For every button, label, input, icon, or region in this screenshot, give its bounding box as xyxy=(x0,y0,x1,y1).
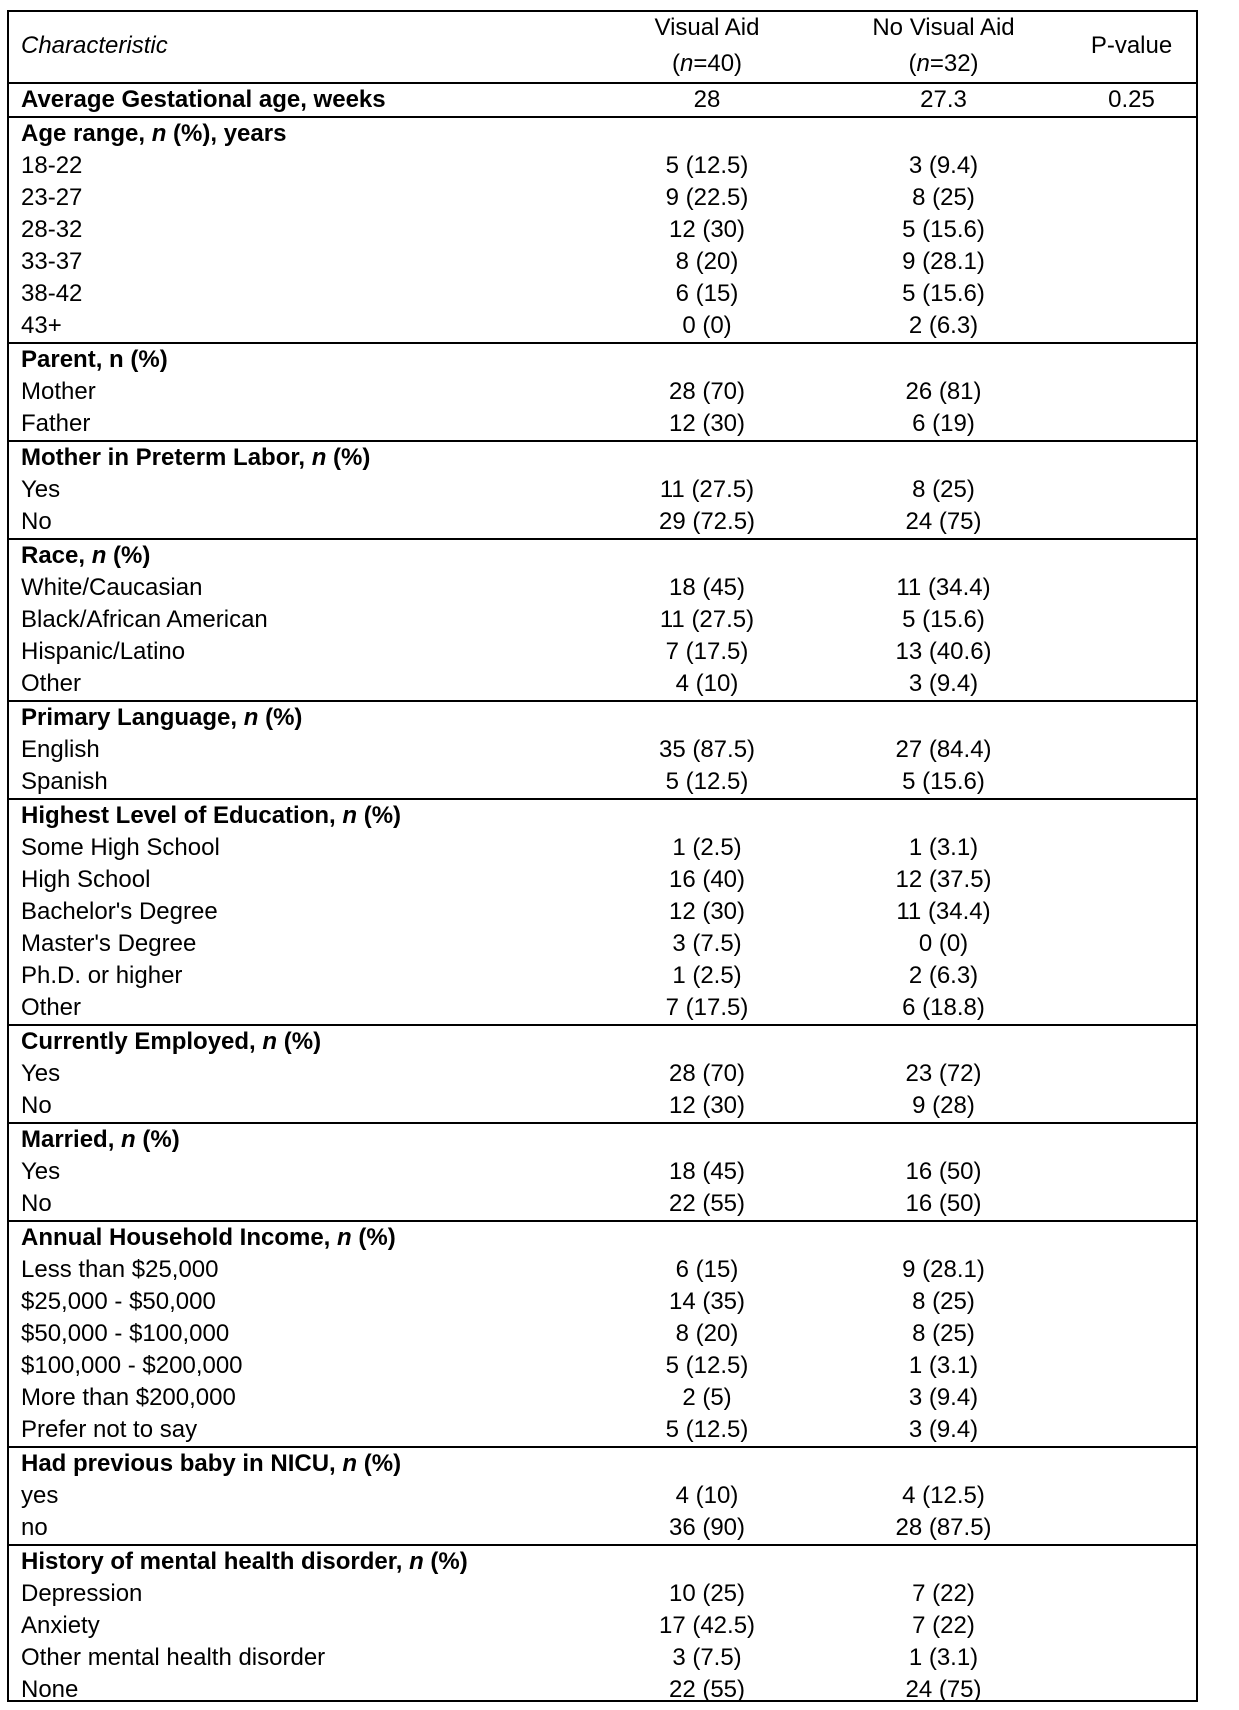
row-label: 43+ xyxy=(21,312,62,339)
section-header-row xyxy=(7,1025,1198,1058)
no-visual-aid-value: 5 (15.6) xyxy=(902,606,985,633)
section-title-text: Mother in Preterm Labor, xyxy=(21,444,312,471)
visual-aid-value: 5 (12.5) xyxy=(665,768,749,795)
section-title-text: Primary Language, xyxy=(21,704,244,731)
section-title-n: n xyxy=(342,802,358,829)
row-label: Depression xyxy=(21,1580,143,1607)
p-value-cell xyxy=(1065,150,1198,182)
row-label: No xyxy=(21,1092,52,1119)
p-value-cell xyxy=(1065,1480,1198,1512)
p-value-cell xyxy=(1065,766,1198,799)
row-label: Black/African American xyxy=(21,606,268,633)
row-label: Anxiety xyxy=(21,1612,100,1639)
section-title-text: Race, xyxy=(21,542,92,569)
section-title xyxy=(7,441,1198,474)
no-visual-aid-value: 24 (75) xyxy=(905,1676,982,1703)
header-p-value: P-value xyxy=(1090,32,1173,59)
visual-aid-value: 8 (20) xyxy=(675,1320,739,1347)
section-title-text: Married, xyxy=(21,1126,122,1153)
p-value-cell xyxy=(1065,572,1198,604)
no-visual-aid-value: 5 (15.6) xyxy=(902,280,985,307)
p-value-cell xyxy=(1065,734,1198,766)
no-visual-aid-value: 27 (84.4) xyxy=(895,736,992,763)
table-row xyxy=(7,278,1198,310)
demographics-table xyxy=(7,10,1198,1706)
section-title-suffix: (%) xyxy=(357,802,402,829)
p-value-cell xyxy=(1065,1090,1198,1123)
row-label: Ph.D. or higher xyxy=(21,962,183,989)
visual-aid-value: 11 (27.5) xyxy=(659,606,755,633)
header-no-visual-aid-n xyxy=(822,46,1065,83)
row-label: 33-37 xyxy=(21,248,83,275)
no-visual-aid-value: 16 (50) xyxy=(905,1158,982,1185)
p-value-cell xyxy=(1065,960,1198,992)
row-label: Bachelor's Degree xyxy=(21,898,218,925)
header-visual-aid: Visual Aid xyxy=(654,14,760,41)
p-value-cell xyxy=(1065,278,1198,310)
no-visual-aid-value: 3 (9.4) xyxy=(908,152,979,179)
p-value-cell xyxy=(1065,1610,1198,1642)
gestational-age-label: Average Gestational age, weeks xyxy=(7,83,592,117)
section-title-n: n xyxy=(311,444,327,471)
table-row xyxy=(7,992,1198,1025)
section-title-n: n xyxy=(151,120,167,147)
section-title-n: n xyxy=(243,704,259,731)
section-header-row xyxy=(7,799,1198,832)
section-title-suffix: (%) xyxy=(326,444,371,471)
no-visual-aid-value: 8 (25) xyxy=(912,1320,975,1347)
p-value-cell xyxy=(1065,992,1198,1025)
table-row xyxy=(7,1674,1198,1706)
row-label: White/Caucasian xyxy=(21,574,203,601)
section-title xyxy=(7,539,1198,572)
visual-aid-value: 17 (42.5) xyxy=(658,1612,756,1639)
p-value-cell xyxy=(1065,604,1198,636)
p-value-cell xyxy=(1065,1414,1198,1447)
visual-aid-value: 12 (30) xyxy=(668,1092,746,1119)
table-header xyxy=(7,10,1198,83)
visual-aid-value: 3 (7.5) xyxy=(672,930,742,957)
table-row xyxy=(7,1318,1198,1350)
p-value-cell xyxy=(1065,474,1198,506)
no-visual-aid-value: 1 (3.1) xyxy=(908,1644,979,1671)
no-visual-aid-value: 28 (87.5) xyxy=(895,1514,992,1541)
section-title-suffix: (%) xyxy=(357,1450,402,1477)
p-value-cell xyxy=(1065,214,1198,246)
table-row xyxy=(7,734,1198,766)
no-visual-aid-value: 3 (9.4) xyxy=(908,1416,979,1443)
row-label: English xyxy=(21,736,100,763)
row-label: No xyxy=(21,1190,52,1217)
table-row xyxy=(7,896,1198,928)
row-label: 18-22 xyxy=(21,152,83,179)
visual-aid-value: 5 (12.5) xyxy=(665,1416,749,1443)
visual-aid-value: 12 (30) xyxy=(668,410,746,437)
row-label: $25,000 - $50,000 xyxy=(21,1288,216,1315)
table-row xyxy=(7,668,1198,701)
table-row xyxy=(7,310,1198,343)
row-label: $100,000 - $200,000 xyxy=(21,1352,243,1379)
visual-aid-value: 1 (2.5) xyxy=(672,834,742,861)
table-row xyxy=(7,474,1198,506)
no-visual-aid-value: 0 (0) xyxy=(918,930,969,957)
table-row xyxy=(7,246,1198,278)
section-header-row xyxy=(7,343,1198,376)
section-title xyxy=(7,799,1198,832)
p-value-cell xyxy=(1065,1578,1198,1610)
row-label: Mother xyxy=(21,378,96,405)
p-value-cell xyxy=(1065,1642,1198,1674)
row-label: Spanish xyxy=(21,768,108,795)
row-label: Yes xyxy=(21,476,61,503)
no-visual-aid-value: 13 (40.6) xyxy=(895,638,992,665)
section-title-suffix: (%) xyxy=(277,1028,322,1055)
no-visual-aid-value: 9 (28) xyxy=(912,1092,975,1119)
section-title-n: n xyxy=(262,1028,278,1055)
row-label: No xyxy=(21,508,52,535)
table-row xyxy=(7,864,1198,896)
visual-aid-value: 12 (30) xyxy=(668,898,746,925)
visual-aid-value: 36 (90) xyxy=(668,1514,746,1541)
table-row xyxy=(7,1188,1198,1221)
header-characteristic: Characteristic xyxy=(21,32,168,59)
visual-aid-value: 8 (20) xyxy=(675,248,739,275)
table-row xyxy=(7,572,1198,604)
no-visual-aid-value: 9 (28.1) xyxy=(902,1256,985,1283)
visual-aid-value: 6 (15) xyxy=(675,1256,739,1283)
section-title-n: n xyxy=(409,1548,424,1575)
row-label: $50,000 - $100,000 xyxy=(21,1320,230,1347)
section-title-suffix: (%) xyxy=(423,1548,468,1575)
row-label: None xyxy=(21,1676,79,1703)
header-visual-aid-n xyxy=(592,46,822,83)
p-value-cell xyxy=(1065,310,1198,343)
section-title xyxy=(7,1221,1198,1254)
section-header-row xyxy=(7,1447,1198,1480)
table-row xyxy=(7,1382,1198,1414)
table-row xyxy=(7,604,1198,636)
p-value-cell xyxy=(1065,1382,1198,1414)
no-visual-aid-value: 11 (34.4) xyxy=(896,574,991,601)
p-value-cell xyxy=(1065,1512,1198,1545)
section-title xyxy=(7,1123,1198,1156)
n-italic: n xyxy=(679,50,694,77)
table-body xyxy=(7,83,1198,1706)
n-prefix: ( xyxy=(908,50,917,77)
gestational-age-no-visual: 27.3 xyxy=(822,83,1065,117)
row-label: Yes xyxy=(21,1158,61,1185)
visual-aid-value: 9 (22.5) xyxy=(665,184,749,211)
no-visual-aid-value: 6 (19) xyxy=(912,410,975,437)
p-value-cell xyxy=(1065,1674,1198,1706)
table-row xyxy=(7,1512,1198,1545)
no-visual-aid-value: 5 (15.6) xyxy=(902,216,985,243)
visual-aid-value: 5 (12.5) xyxy=(665,1352,749,1379)
section-header-row xyxy=(7,1123,1198,1156)
table-row xyxy=(7,960,1198,992)
visual-aid-value: 22 (55) xyxy=(668,1190,746,1217)
row-label: More than $200,000 xyxy=(21,1384,236,1411)
section-title-text: Highest Level of Education, xyxy=(21,802,343,829)
p-value-cell xyxy=(1065,1318,1198,1350)
section-title xyxy=(7,1447,1198,1480)
p-value-cell xyxy=(1065,1188,1198,1221)
section-title-text: Currently Employed, xyxy=(21,1028,263,1055)
section-title xyxy=(7,1545,1198,1578)
row-label: Some High School xyxy=(21,834,220,861)
no-visual-aid-value: 1 (3.1) xyxy=(908,1352,979,1379)
visual-aid-value: 1 (2.5) xyxy=(672,962,742,989)
row-label: High School xyxy=(21,866,151,893)
table-row xyxy=(7,150,1198,182)
no-visual-aid-value: 8 (25) xyxy=(912,1288,975,1315)
p-value-cell xyxy=(1065,864,1198,896)
no-visual-aid-value: 8 (25) xyxy=(912,476,975,503)
section-title-text: Annual Household Income, xyxy=(21,1224,338,1251)
row-label: yes xyxy=(21,1482,59,1509)
table-row xyxy=(7,636,1198,668)
no-visual-aid-value: 26 (81) xyxy=(905,378,982,405)
section-title-n: n xyxy=(91,542,107,569)
section-header-row xyxy=(7,701,1198,734)
no-visual-aid-value: 7 (22) xyxy=(912,1612,975,1639)
table-row xyxy=(7,832,1198,864)
p-value-cell xyxy=(1065,832,1198,864)
row-label: Yes xyxy=(21,1060,61,1087)
table-row xyxy=(7,376,1198,408)
visual-aid-value: 5 (12.5) xyxy=(665,152,749,179)
section-title-suffix: (%), years xyxy=(166,120,287,147)
section-title xyxy=(7,117,1198,150)
section-header-row xyxy=(7,1221,1198,1254)
p-value-cell xyxy=(1065,1156,1198,1188)
no-visual-aid-value: 4 (12.5) xyxy=(902,1482,985,1509)
row-label: 28-32 xyxy=(21,216,83,243)
no-visual-aid-value: 7 (22) xyxy=(912,1580,975,1607)
row-label: 23-27 xyxy=(21,184,83,211)
table-row xyxy=(7,1058,1198,1090)
section-title xyxy=(7,343,1198,376)
row-label: Hispanic/Latino xyxy=(21,638,186,665)
visual-aid-value: 7 (17.5) xyxy=(665,638,749,665)
p-value-cell xyxy=(1065,376,1198,408)
visual-aid-value: 28 (70) xyxy=(668,1060,746,1087)
no-visual-aid-value: 1 (3.1) xyxy=(908,834,979,861)
visual-aid-value: 29 (72.5) xyxy=(658,508,756,535)
n-suffix: =40) xyxy=(693,50,743,77)
row-label: Other xyxy=(21,994,82,1021)
section-title-text: History of mental health disorder, xyxy=(21,1548,410,1575)
section-title-n: n xyxy=(342,1450,358,1477)
no-visual-aid-value: 3 (9.4) xyxy=(908,1384,979,1411)
no-visual-aid-value: 16 (50) xyxy=(905,1190,982,1217)
section-header-row xyxy=(7,1545,1198,1578)
table-row xyxy=(7,1578,1198,1610)
p-value-cell xyxy=(1065,246,1198,278)
table-row xyxy=(7,182,1198,214)
row-label: Master's Degree xyxy=(21,930,197,957)
p-value-cell xyxy=(1065,1350,1198,1382)
table-row xyxy=(7,1414,1198,1447)
n-prefix: ( xyxy=(671,50,680,77)
visual-aid-value: 18 (45) xyxy=(668,574,746,601)
no-visual-aid-value: 12 (37.5) xyxy=(895,866,992,893)
section-header-row xyxy=(7,539,1198,572)
visual-aid-value: 12 (30) xyxy=(668,216,746,243)
no-visual-aid-value: 2 (6.3) xyxy=(908,962,979,989)
visual-aid-value: 0 (0) xyxy=(682,312,732,339)
section-title-text: Parent, n (%) xyxy=(21,346,168,373)
p-value-cell xyxy=(1065,182,1198,214)
table-row xyxy=(7,1610,1198,1642)
gestational-age-row xyxy=(7,83,1198,117)
section-title-text: Had previous baby in NICU, xyxy=(21,1450,343,1477)
section-title xyxy=(7,701,1198,734)
n-italic: n xyxy=(916,50,930,77)
no-visual-aid-value: 3 (9.4) xyxy=(908,670,979,697)
no-visual-aid-value: 24 (75) xyxy=(905,508,982,535)
table-row xyxy=(7,928,1198,960)
header-no-visual-aid: No Visual Aid xyxy=(872,14,1015,41)
row-label: Other xyxy=(21,670,82,697)
row-label: Other mental health disorder xyxy=(21,1644,326,1671)
row-label: Less than $25,000 xyxy=(21,1256,219,1283)
gestational-age-p-value: 0.25 xyxy=(1065,83,1198,117)
visual-aid-value: 16 (40) xyxy=(668,866,746,893)
p-value-cell xyxy=(1065,668,1198,701)
visual-aid-value: 6 (15) xyxy=(675,280,739,307)
p-value-cell xyxy=(1065,896,1198,928)
p-value-cell xyxy=(1065,506,1198,539)
section-header-row xyxy=(7,117,1198,150)
table-row xyxy=(7,214,1198,246)
p-value-cell xyxy=(1065,1286,1198,1318)
section-title-suffix: (%) xyxy=(258,704,303,731)
table-row xyxy=(7,1254,1198,1286)
table-row xyxy=(7,1286,1198,1318)
table-row xyxy=(7,766,1198,799)
section-title-suffix: (%) xyxy=(135,1126,180,1153)
section-title-text: Age range, xyxy=(21,120,152,147)
row-label: 38-42 xyxy=(21,280,83,307)
gestational-age-visual: 28 xyxy=(592,83,822,117)
p-value-cell xyxy=(1065,636,1198,668)
section-title-suffix: (%) xyxy=(106,542,151,569)
visual-aid-value: 35 (87.5) xyxy=(658,736,756,763)
table-row xyxy=(7,506,1198,539)
table-row xyxy=(7,1090,1198,1123)
no-visual-aid-value: 2 (6.3) xyxy=(908,312,979,339)
visual-aid-value: 7 (17.5) xyxy=(665,994,749,1021)
visual-aid-value: 22 (55) xyxy=(668,1676,746,1703)
p-value-cell xyxy=(1065,1254,1198,1286)
row-label: Prefer not to say xyxy=(21,1416,198,1443)
row-label: Father xyxy=(21,410,91,437)
p-value-cell xyxy=(1065,928,1198,960)
no-visual-aid-value: 11 (34.4) xyxy=(896,898,991,925)
no-visual-aid-value: 6 (18.8) xyxy=(902,994,985,1021)
no-visual-aid-value: 5 (15.6) xyxy=(902,768,985,795)
n-suffix: =32) xyxy=(929,50,979,77)
table-row xyxy=(7,1642,1198,1674)
visual-aid-value: 11 (27.5) xyxy=(659,476,755,503)
no-visual-aid-value: 23 (72) xyxy=(905,1060,982,1087)
section-header-row xyxy=(7,441,1198,474)
section-title xyxy=(7,1025,1198,1058)
table-row xyxy=(7,408,1198,441)
visual-aid-value: 28 (70) xyxy=(668,378,746,405)
table-row xyxy=(7,1480,1198,1512)
p-value-cell xyxy=(1065,408,1198,441)
section-title-n: n xyxy=(121,1126,136,1153)
visual-aid-value: 3 (7.5) xyxy=(672,1644,742,1671)
section-title-suffix: (%) xyxy=(351,1224,396,1251)
visual-aid-value: 18 (45) xyxy=(668,1158,746,1185)
no-visual-aid-value: 9 (28.1) xyxy=(902,248,985,275)
visual-aid-value: 4 (10) xyxy=(675,1482,739,1509)
visual-aid-value: 4 (10) xyxy=(675,670,739,697)
p-value-cell xyxy=(1065,1058,1198,1090)
visual-aid-value: 14 (35) xyxy=(668,1288,746,1315)
no-visual-aid-value: 8 (25) xyxy=(912,184,975,211)
row-label: no xyxy=(21,1514,48,1541)
table-row xyxy=(7,1156,1198,1188)
visual-aid-value: 2 (5) xyxy=(682,1384,732,1411)
table-row xyxy=(7,1350,1198,1382)
section-title-n: n xyxy=(337,1224,352,1251)
visual-aid-value: 10 (25) xyxy=(668,1580,746,1607)
